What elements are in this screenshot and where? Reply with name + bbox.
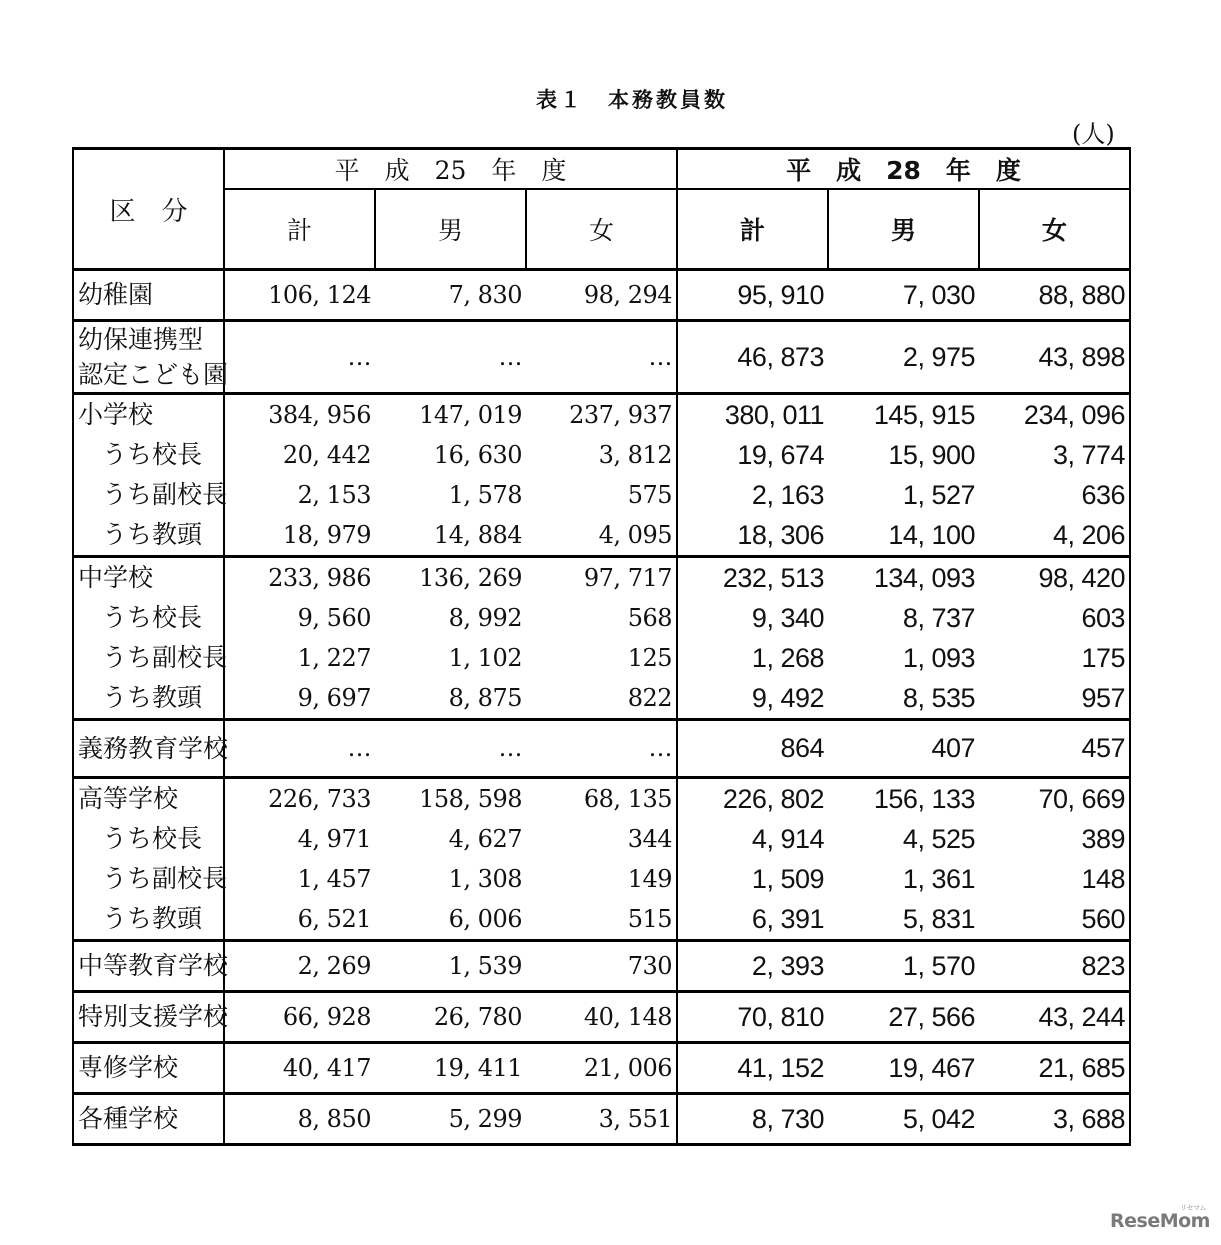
table-row-group [73,321,1130,394]
value: 5, 831 [902,904,975,934]
value: 823 [1081,951,1126,981]
value: 384, 956 [268,401,371,429]
value: 19, 411 [433,1054,522,1082]
h25-male-cell [375,1094,526,1145]
value: … [498,734,522,762]
h28-total-cell [677,270,828,321]
value: … [498,343,522,371]
header-year-h28: 平 成 28 年 度 [677,149,1130,190]
value: 8, 737 [902,603,975,633]
value: 822 [627,684,672,712]
h25-total-cell [224,394,375,557]
h28-female-cell [979,720,1130,778]
row-label-cell [73,720,229,778]
value: 27, 566 [888,1002,975,1032]
value: 226, 802 [722,784,824,814]
value: 136, 269 [419,564,522,592]
table-title: 表１ 本務教員数 [536,88,728,112]
h28-total-cell [677,394,828,557]
value: 575 [627,481,672,509]
value: 70, 669 [1038,784,1126,814]
value: 149 [627,865,672,893]
value: 1, 570 [902,951,975,981]
row-label: 特別支援学校 [78,1002,229,1031]
value: 9, 492 [751,683,824,713]
value: 5, 299 [448,1105,522,1133]
table-row-group [73,720,1130,778]
row-label-cell [73,1043,224,1094]
h25-male-cell [375,778,526,941]
h25-female-cell [526,270,677,321]
value: 125 [627,644,672,672]
value: 4, 914 [751,824,824,854]
h25-male-cell [375,394,526,557]
value: 1, 268 [751,643,824,673]
value: 1, 457 [297,865,371,893]
h25-total-cell [224,778,375,941]
value: 6, 521 [297,905,371,933]
row-label: 各種学校 [78,1104,179,1133]
value: 148 [1081,864,1126,894]
header-h28-female: 女 [979,189,1130,270]
h25-female-cell [526,778,677,941]
h25-female-cell [526,941,677,992]
value: 4, 095 [598,521,672,549]
row-label-cell [73,557,228,720]
h28-male-cell [828,941,979,992]
value: 234, 096 [1023,400,1126,430]
value: 1, 227 [297,644,371,672]
value: 40, 148 [583,1003,672,1031]
header-h25-female: 女 [526,189,677,270]
h25-male-cell [375,270,526,321]
value: 515 [627,905,672,933]
unit-label: (人) [1072,120,1115,148]
table-row-group [73,394,1130,557]
value: 1, 527 [902,480,975,510]
value: 226, 733 [268,785,371,813]
value: 70, 810 [737,1002,824,1032]
table-row-group [73,557,1130,720]
value: … [347,343,371,371]
table-row-group [73,1094,1130,1145]
h28-total-cell [677,1043,828,1094]
teacher-count-table [72,147,1131,1146]
value: 6, 006 [448,905,522,933]
value: 8, 850 [297,1105,371,1133]
value: 1, 361 [902,864,975,894]
h28-female-cell [979,1094,1130,1145]
value: 560 [1081,904,1126,934]
value: 407 [931,733,975,763]
row-label: うち教頭 [102,904,203,933]
value: 41, 152 [737,1053,824,1083]
row-label: 幼保連携型 [78,325,204,354]
h25-female-cell [526,1094,677,1145]
row-label: うち校長 [102,440,203,469]
row-label: うち副校長 [102,480,228,509]
value: 1, 308 [448,865,522,893]
value: 14, 884 [433,521,522,549]
value: 8, 535 [902,683,975,713]
value: 1, 102 [448,644,522,672]
value: 68, 135 [583,785,672,813]
value: 568 [627,604,672,632]
table-row-group [73,1043,1130,1094]
table-row-group [73,992,1130,1043]
h28-total-cell [677,720,828,778]
value: 98, 294 [583,281,672,309]
h28-female-cell [979,394,1130,557]
table-row-group [73,778,1130,941]
row-label: 専修学校 [78,1053,179,1082]
row-label-cell [73,1094,224,1145]
row-label: うち校長 [102,824,203,853]
h28-female-cell [979,270,1130,321]
value: 957 [1081,683,1126,713]
row-label: 高等学校 [78,784,179,813]
h25-female-cell [526,720,677,778]
h28-female-cell [979,557,1130,720]
value: … [648,734,672,762]
row-label-cell [73,394,228,557]
table-row-group [73,270,1130,321]
value: 7, 030 [902,280,975,310]
h28-female-cell [979,992,1130,1043]
resemom-logo: ReseMom リセマム [1110,1204,1210,1232]
value: 156, 133 [873,784,975,814]
value: 7, 830 [448,281,522,309]
value: 19, 467 [888,1053,975,1083]
value: 2, 393 [751,951,824,981]
h28-total-cell [677,557,828,720]
value: 14, 100 [888,520,975,550]
value: 4, 627 [448,825,522,853]
row-label: 中等教育学校 [78,951,229,980]
value: 18, 979 [282,521,371,549]
value: 2, 975 [902,342,975,372]
value: 158, 598 [419,785,522,813]
value: 2, 163 [751,480,824,510]
row-label-cell [73,992,229,1043]
h25-total-cell [224,557,375,720]
value: 6, 391 [751,904,824,934]
table-row-group [73,941,1130,992]
value: 19, 674 [737,440,824,470]
value: 8, 992 [448,604,522,632]
h25-total-cell [224,941,375,992]
h25-male-cell [375,992,526,1043]
header-h28-male: 男 [828,189,979,270]
value: 9, 340 [751,603,824,633]
value: 21, 685 [1038,1053,1126,1083]
h25-male-cell [375,1043,526,1094]
header-year-h25: 平 成 25 年 度 [224,149,677,190]
row-label: 小学校 [78,400,154,429]
value: 98, 420 [1038,563,1126,593]
row-label: うち副校長 [102,643,228,672]
value: 4, 525 [902,824,975,854]
value: 1, 539 [448,952,522,980]
h25-female-cell [526,992,677,1043]
value: 18, 306 [737,520,824,550]
row-label: うち教頭 [102,683,203,712]
value: … [648,343,672,371]
value: 21, 006 [583,1054,672,1082]
row-label-cell [73,778,228,941]
value: 95, 910 [737,280,824,310]
h25-total-cell [224,321,375,394]
h25-male-cell [375,720,526,778]
h28-male-cell [828,557,979,720]
table-body [73,270,1130,1145]
value: 9, 560 [297,604,371,632]
h28-total-cell [677,321,828,394]
value: 2, 153 [297,481,371,509]
h28-male-cell [828,321,979,394]
value: 8, 730 [751,1104,824,1134]
header-h25-total: 計 [224,189,375,270]
h28-total-cell [677,992,828,1043]
value: 4, 206 [1052,520,1126,550]
value: 864 [780,733,824,763]
header-h28-total: 計 [677,189,828,270]
row-label: 幼稚園 [78,280,154,309]
value: 603 [1081,603,1126,633]
value: 147, 019 [419,401,522,429]
value: 3, 551 [598,1105,672,1133]
value: 43, 898 [1038,342,1126,372]
row-label: うち副校長 [102,864,228,893]
h28-male-cell [828,270,979,321]
value: 730 [627,952,672,980]
row-label-cell [73,941,229,992]
row-label-cell [73,321,229,394]
value: 232, 513 [722,563,824,593]
value: 457 [1081,733,1126,763]
h25-total-cell [224,1094,375,1145]
value: 380, 011 [724,400,824,430]
value: 237, 937 [569,401,672,429]
row-label: 義務教育学校 [78,734,229,763]
value: 344 [627,825,672,853]
h28-female-cell [979,941,1130,992]
row-label-cell [73,270,224,321]
h28-male-cell [828,394,979,557]
h28-total-cell [677,1094,828,1145]
value: 3, 688 [1052,1104,1126,1134]
h25-female-cell [526,394,677,557]
value: 3, 774 [1052,440,1126,470]
value: 106, 124 [268,281,371,309]
value: 88, 880 [1038,280,1126,310]
h25-total-cell [224,1043,375,1094]
value: 46, 873 [737,342,824,372]
row-label: 中学校 [78,563,154,592]
h25-male-cell [375,557,526,720]
value: 134, 093 [873,563,975,593]
row-label-line2: 認定こども園 [78,360,229,389]
h28-total-cell [677,941,828,992]
h25-female-cell [526,321,677,394]
value: 1, 578 [448,481,522,509]
h28-male-cell [828,778,979,941]
value: 20, 442 [282,441,371,469]
value: 2, 269 [297,952,371,980]
value: 1, 093 [902,643,975,673]
h25-male-cell [375,941,526,992]
value: … [347,734,371,762]
h25-male-cell [375,321,526,394]
value: 43, 244 [1038,1002,1126,1032]
h25-female-cell [526,1043,677,1094]
h28-male-cell [828,720,979,778]
h28-male-cell [828,992,979,1043]
h25-total-cell [224,270,375,321]
h28-female-cell [979,1043,1130,1094]
h28-male-cell [828,1043,979,1094]
header-category: 区 分 [73,149,224,270]
header-h25-male: 男 [375,189,526,270]
row-label: うち校長 [102,603,203,632]
value: 15, 900 [888,440,975,470]
h28-female-cell [979,321,1130,394]
value: 5, 042 [902,1104,975,1134]
value: 16, 630 [433,441,522,469]
value: 4, 971 [297,825,371,853]
value: 97, 717 [583,564,672,592]
value: 175 [1081,643,1126,673]
h28-total-cell [677,778,828,941]
value: 233, 986 [268,564,371,592]
value: 1, 509 [751,864,824,894]
h25-total-cell [224,720,375,778]
row-label: うち教頭 [102,520,203,549]
value: 145, 915 [873,400,975,430]
value: 636 [1081,480,1126,510]
h28-male-cell [828,1094,979,1145]
h25-total-cell [224,992,375,1043]
value: 40, 417 [282,1054,371,1082]
value: 8, 875 [448,684,522,712]
value: 66, 928 [282,1003,371,1031]
h28-female-cell [979,778,1130,941]
value: 9, 697 [297,684,371,712]
value: 3, 812 [598,441,672,469]
value: 389 [1081,824,1126,854]
h25-female-cell [526,557,677,720]
value: 26, 780 [433,1003,522,1031]
